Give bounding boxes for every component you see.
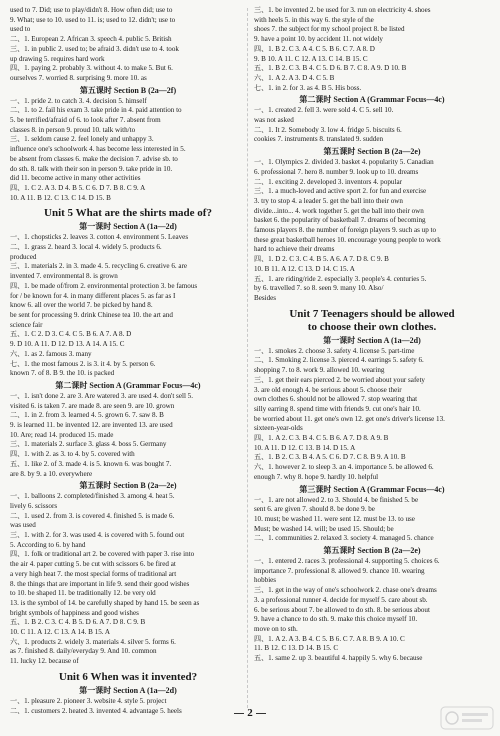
answer-line: sent 6. are given 7. should 8. be done 9. be [254, 505, 375, 514]
answer-line: 三、1. seldom cause 2. feel lonely and unhappy 3. [10, 135, 154, 144]
answer-line: 三、1. materials 2. in 3. made 4. 5. recycling 6. creative 6. are [10, 262, 188, 271]
answer-line: 五、1. B 2. C 3. B 4. C 5. D 6. B 7. C 8. A 9. D 10. B [254, 64, 407, 73]
answer-line: basket 6. the popularity of basketball 7. dreams of becoming [254, 216, 426, 225]
answer-line: 5. According to 6. by hand [10, 540, 86, 549]
right-top-block [254, 6, 490, 93]
answer-line: 10. B 11. A 12. C 13. D 14. C 15. A [254, 264, 355, 273]
section-header: 第五课时 Section B (2a—2e) [79, 481, 177, 491]
answer-line: 5. be terrified/afraid of 6. to look after 7. absent from [10, 116, 161, 125]
answer-line: 10. C 11. A 12. C 13. A 14. B 15. A [10, 628, 111, 637]
answer-line: 四、1. folk or traditional art 2. be covered with paper 3. rise into [10, 550, 195, 559]
answer-line: 二、1. customers 2. heated 3. invented 4. advantage 5. heels [10, 706, 182, 715]
left-column [10, 6, 246, 716]
answer-line: these great basketball heroes 10. encourage young people to work [254, 235, 441, 244]
answer-line: famous players 8. the number of foreign players 9. such as up to [254, 226, 437, 235]
answer-line: for / be known for 4. in many different places 5. as far as I [10, 291, 176, 300]
answer-line: Must; be washed 14. will; be used 15. Should; be [254, 524, 394, 533]
answer-line: 四、1. with 2. as 3. to 4. by 5. covered with [10, 450, 135, 459]
answer-line: 二、1. to 2. fail his exam 3. take pride in 4. paid attention to [10, 106, 182, 115]
answer-line: importance 7. professional 8. allowed 9. chance 10. wearing [254, 566, 425, 575]
answer-line: 三、1. with 2. for 3. was used 4. is covered with 5. found out [10, 531, 185, 540]
right-column [254, 6, 490, 664]
answer-line: 一、1. chopsticks 2. leaves 3. cotton 4. environment 5. Leaves [10, 233, 189, 242]
answer-line: 二、1. in 2. from 3. learned 4. 5. grown 6. 7. saw 8. B [10, 411, 164, 420]
answer-line: 11. lucky 12. because of [10, 657, 79, 666]
answer-line: 二、1. European 2. African 3. speech 4. public 5. British [10, 35, 172, 44]
answer-line: 四、1. B 2. C 3. A 4. C 5. B 6. C 7. A 8. D [254, 44, 375, 53]
unit-title: Unit 5 What are the shirts made of? [44, 207, 212, 220]
page-number-value: 2 [247, 707, 253, 719]
answer-line: 10. Are; read 14. produced 15. made [10, 430, 114, 439]
answer-line: invented 7. environmental 8. is grown [10, 272, 118, 281]
answer-line: 五、1. B 2. C 3. B 4. A 5. C 6. D 7. C 8. B 9. A 10. B [254, 453, 406, 462]
answer-line: used to 7. Did; use to play/didn't 8. How often did; use to [10, 6, 173, 14]
answer-line: 四、1. be made of/from 2. environmental protection 3. be famous [10, 281, 198, 290]
answer-line: shoes 7. the subject for my school project 8. be listed [254, 25, 405, 34]
answer-line: 二、1. Smoking 2. license 3. pierced 4. earrings 5. safety 6. [254, 356, 424, 365]
unit-title-line: Unit 7 Teenagers should be allowed [289, 307, 455, 320]
watermark-logo [440, 706, 494, 732]
answer-line: 3. try to stop 4. a leader 5. get the ball into their own [254, 196, 403, 205]
answer-line: be worried about 11. get one's own 12. get one's driver's license 13. [254, 414, 445, 423]
answer-line: 3. are old enough 4. be serious about 5. choose their [254, 385, 402, 394]
watermark-icon [440, 706, 494, 730]
left-top-block [10, 6, 246, 84]
answer-block [10, 97, 246, 204]
answer-line: 五、1. same 2. up 3. beautiful 4. happily 5. why 6. because [254, 654, 423, 663]
answer-line: 一、1. entered 2. races 3. professional 4. supporting 5. choices 6. [254, 557, 440, 566]
answer-block [10, 492, 246, 667]
answer-line: a very high heat 7. the most special forms of traditional art [10, 569, 177, 578]
answer-line: 10. A 11. B 12. C 13. C 14. D 15. B [10, 193, 111, 202]
answer-line: 10. A 11. D 12. C 13. B 14. D 15. A [254, 443, 356, 452]
answer-line: Besides [254, 293, 277, 302]
answer-line: 二、1. used 2. from 3. is covered 4. finished 5. is made 6. [10, 511, 175, 520]
answer-line: be absent from classes 6. make the decision 7. advise sb. to [10, 154, 178, 163]
answer-line: lively 6. scissors [10, 501, 58, 510]
answer-line: are 8. by 9. a 10. everywhere [10, 469, 93, 478]
answer-line: 9. have a point 10. by accident 11. not widely [254, 35, 383, 44]
section-header: 第五课时 Section B (2a—2f) [79, 85, 177, 95]
answer-line: 3. a professional runner 4. decide for myself 5. care about sb. [254, 595, 428, 604]
answer-line: 三、1. materials 2. surface 3. glass 4. boss 5. Germany [10, 440, 167, 449]
answer-line: 9. have a chance to do sth. 9. make this choice myself 10. [254, 615, 418, 624]
answer-line: 四、1. paying 2. probably 3. without 4. to make 5. But 6. [10, 64, 173, 73]
answer-line: 五、1. B 2. C 3. C 4. B 5. D 6. A 7. D 8. C 9. B [10, 618, 146, 627]
answer-line: 一、1. pleasure 2. pioneer 3. website 4. style 5. project [10, 696, 167, 705]
answer-block [10, 392, 246, 479]
answer-line: do sth. 8. talk with their son in person 9. take pride in 10. [10, 164, 173, 173]
answer-line: 四、1. D 2. C 3. C 4. B 5. A 6. A 7. D 8. C 9. B [254, 255, 389, 264]
answer-line: 六、1. products 2. widely 3. materials 4. silver 5. forms 6. [10, 637, 176, 646]
answer-block [254, 106, 490, 145]
answer-line: sixteen-year-olds [254, 424, 303, 433]
answer-line: to 10. be shaped 11. be traditionally 12. be very old [10, 589, 156, 598]
answer-line: 七、1. the most famous 2. is 3. it 4. by 5. person 6. [10, 359, 156, 368]
answer-line: 13. is the symbol of 14. be carefully shaped by hand 15. be seen as [10, 598, 200, 607]
answer-line: 四、1. A 2. A 3. B 4. C 5. B 6. C 7. A 8. B 9. A 10. C [254, 634, 405, 643]
answer-line: 五、1. are riding/ride 2. especially 3. people's 4. centuries 5. [254, 274, 427, 283]
section-header: 第五课时 Section B (2a—2e) [323, 546, 421, 556]
answer-line: 六、1. A 2. A 3. D 4. C 5. B [254, 73, 335, 82]
column-divider [247, 8, 248, 708]
answer-line: with heels 5. in this way 6. the style of the [254, 15, 374, 24]
answer-line: influence one's schoolwork 4. has become less interested in 5. [10, 145, 186, 154]
answer-line: enough 7. why 8. hope 9. hardly 10. helpful [254, 472, 379, 481]
answer-line: 二、1. exciting 2. developed 3. inventors 4. popular [254, 177, 402, 186]
dash-left [234, 713, 244, 714]
answer-line: own clothes 6. should not be allowed 7. stop wearing that [254, 395, 418, 404]
page-number [0, 707, 500, 719]
answer-line: divide...into... 4. work together 5. get the ball into their own [254, 206, 424, 215]
answer-line: 一、1. smokes 2. choose 3. safety 4. license 5. part-time [254, 346, 415, 355]
answer-line: was not asked [254, 116, 294, 125]
answer-block [254, 496, 490, 545]
answer-line: 三、1. get their ears pierced 2. be worried about your safety [254, 375, 425, 384]
answer-line: 二、1. grass 2. heard 3. local 4. widely 5. products 6. [10, 243, 162, 252]
answer-line: 11. B 12. C 13. D 14. B 15. C [254, 644, 339, 653]
answer-line: 六、1. as 2. famous 3. many [10, 349, 92, 358]
answer-line: 6. professional 7. hero 8. number 9. look up to 10. dreams [254, 167, 419, 176]
section-header: 第五课时 Section B (2a—2e) [323, 147, 421, 157]
answer-line: 二、1. communities 2. relaxed 3. society 4. managed 5. chance [254, 534, 434, 543]
section-header: 第一课时 Section A (1a—2d) [323, 335, 421, 345]
answer-line: 9. D 10. A 11. D 12. D 13. A 14. A 15. C [10, 340, 125, 349]
unit-title [254, 308, 490, 334]
answer-line: 一、1. created 2. fell 3. were sold 4. C 5. sell 10. [254, 106, 394, 115]
answer-line: the air 4. paper cutting 5. be cut with scissors 6. be fired at [10, 560, 176, 569]
answer-line: 五、1. C 2. D 3. C 4. C 5. B 6. A 7. A 8. D [10, 330, 132, 339]
answer-line: was used [10, 521, 36, 530]
answer-line: 9. is learned 11. be invented 12. are invented 13. are used [10, 421, 173, 430]
section-header: 第一课时 Section A (1a—2d) [79, 222, 177, 232]
answer-line: 9. B 10. A 11. C 12. A 13. C 14. B 15. C [254, 54, 368, 63]
answer-line: used to [10, 25, 31, 34]
answer-line: 三、1. be invented 2. be used for 3. run on electricity 4. shoes [254, 6, 431, 14]
unit-title-line: to choose their own clothes. [307, 320, 437, 333]
answer-line: 七、1. in 2. for 3. as 4. B 5. His boss. [254, 83, 362, 92]
answer-line: up drawing 5. requires hard work [10, 54, 105, 63]
dash-right [256, 713, 266, 714]
answer-line: 一、1. Olympics 2. divided 3. basket 4. popularity 5. Canadian [254, 158, 434, 167]
answer-line: 五、1. like 2. of 3. made 4. is 5. known 6. was bought 7. [10, 459, 172, 468]
answer-line: silly earring 8. spend time with friends 9. cut one's hair 10. [254, 404, 421, 413]
answer-line: shopping 7. to 8. work 9. allowed 10. wearing [254, 366, 385, 375]
answer-line: 一、1. isn't done 2. are 3. Are watered 3. are used 4. don't sell 5. [10, 391, 194, 400]
section-header: 第一课时 Section A (1a—2d) [79, 685, 177, 695]
answer-line: 一、1. pride 2. to catch 3. 4. decision 5. himself [10, 96, 147, 105]
answer-line: move on to sth. [254, 624, 298, 633]
answer-line: did 11. become active in many other activities [10, 174, 141, 183]
answer-line: 三、1. get in the way of one's schoolwork 2. chase one's dreams [254, 586, 437, 595]
answer-line: 二、1. It 2. Somebody 3. low 4. fridge 5. biscuits 6. [254, 125, 402, 134]
answer-line: visited 6. is taken 7. are made 8. are seen 9. are 10. grown [10, 401, 175, 410]
answer-block [10, 233, 246, 379]
answer-line: bright symbols of happiness and good wishes [10, 608, 139, 617]
answer-line: hobbies [254, 576, 277, 585]
answer-line: 6. be serious about 7. be allowed to do sth. 8. be serious about [254, 605, 430, 614]
answer-line: classes 8. in person 9. proud 10. talk with/to [10, 125, 136, 134]
answer-line: 一、1. are not allowed 2. to 3. Should 4. be finished 5. be [254, 495, 419, 504]
answer-line: 一、1. balloons 2. completed/finished 3. among 4. heat 5. [10, 492, 175, 501]
answer-line: as 7. finished 8. daily/everyday 9. And 10. common [10, 647, 157, 656]
answer-line: 三、1. in public 2. used to; be afraid 3. didn't use to 4. took [10, 44, 179, 53]
answer-line: by 6. travelled 7. so 8. seen 9. many 10. Also/ [254, 284, 384, 293]
answer-line: be sent for processing 9. drink Chinese tea 10. the art and [10, 310, 173, 319]
answer-block [254, 158, 490, 304]
answer-line: 四、1. A 2. C 3. B 4. C 5. B 6. A 7. D 8. A 9. B [254, 434, 389, 443]
section-header: 第二课时 Section A (Grammar Focus—4c) [299, 95, 445, 105]
answer-block [254, 557, 490, 664]
answer-line: 六、1. however 2. to sleep 3. an 4. importance 5. be allowed 6. [254, 463, 434, 472]
answer-line: ourselves 7. worried 8. surprising 9. more 10. as [10, 73, 147, 82]
answer-line: 8. the things that are important in life 9. send their good wishes [10, 579, 190, 588]
answer-line: 10. must; be washed 11. were sent 12. must be 13. to use [254, 514, 415, 523]
unit-title: Unit 6 When was it invented? [58, 670, 198, 683]
answer-line: know 6. all over the world 7. be picked by hand 8. [10, 301, 153, 310]
answer-line: hard to achieve their dreams [254, 245, 335, 254]
answer-block [254, 347, 490, 483]
answer-line: known 7. of 8. B 9. the 10. is packed [10, 369, 115, 378]
answer-line: 三、1. a much-loved and active sport 2. for fun and exercise [254, 187, 427, 196]
answer-line: 四、1. C 2. A 3. D 4. B 5. C 6. D 7. B 8. C 9. A [10, 183, 146, 192]
answer-line: produced [10, 252, 37, 261]
answer-line: 9. What; use to 10. used to 11. is; used to 12. didn't; use to [10, 15, 176, 24]
section-header: 第二课时 Section A (Grammar Focus—4c) [55, 380, 201, 390]
section-header: 第三课时 Section A (Grammar Focus—4c) [299, 484, 445, 494]
answer-line: cookies 7. instruments 8. translated 9. sudden [254, 135, 384, 144]
answer-line: science fair [10, 320, 43, 329]
